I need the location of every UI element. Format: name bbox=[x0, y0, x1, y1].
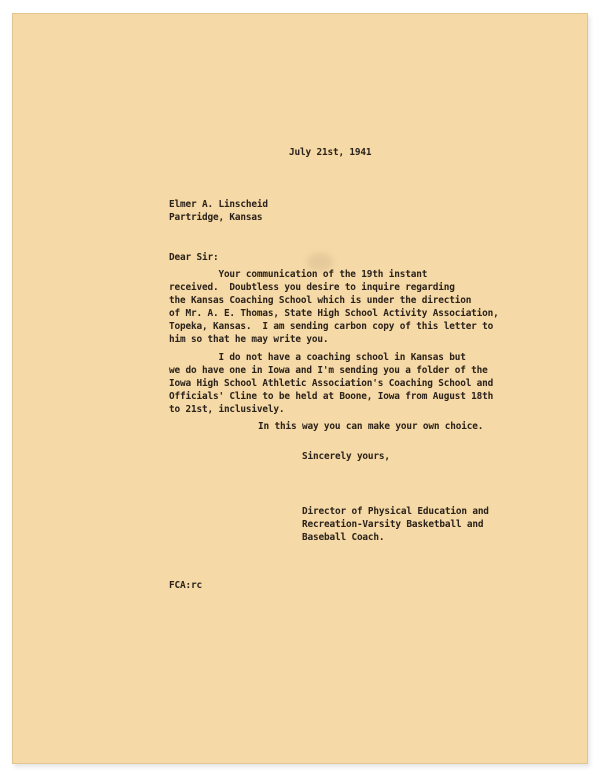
recipient-address: Partridge, Kansas bbox=[169, 212, 263, 223]
paragraph-1-line: the Kansas Coaching School which is under the direction bbox=[169, 295, 472, 306]
paragraph-3: In this way you can make your own choice. bbox=[258, 421, 484, 432]
paragraph-1-line: Your communication of the 19th instant bbox=[169, 269, 428, 280]
signature-title-line: Director of Physical Education and bbox=[302, 506, 489, 517]
signature-title-line: Baseball Coach. bbox=[302, 532, 385, 543]
letter-paper bbox=[12, 13, 588, 764]
paragraph-1-line: him so that he may write you. bbox=[169, 334, 329, 345]
paragraph-1-line: of Mr. A. E. Thomas, State High School Activity Association, bbox=[169, 308, 499, 319]
closing: Sincerely yours, bbox=[302, 451, 390, 462]
paragraph-2-line: I do not have a coaching school in Kansas but bbox=[169, 352, 466, 363]
typist-initials: FCA:rc bbox=[169, 580, 202, 591]
salutation: Dear Sir: bbox=[169, 252, 219, 263]
paragraph-2-line: to 21st, inclusively. bbox=[169, 404, 285, 415]
paragraph-2-line: we do have one in Iowa and I'm sending you a folder of the bbox=[169, 365, 488, 376]
paragraph-2-line: Iowa High School Athletic Association's Coaching School and bbox=[169, 378, 494, 389]
recipient-name: Elmer A. Linscheid bbox=[169, 199, 268, 210]
letter-date: July 21st, 1941 bbox=[289, 147, 372, 158]
paragraph-2-line: Officials' Cline to be held at Boone, Iowa from August 18th bbox=[169, 391, 494, 402]
signature-title-line: Recreation-Varsity Basketball and bbox=[302, 519, 484, 530]
paragraph-1-line: Topeka, Kansas. I am sending carbon copy of this letter to bbox=[169, 321, 494, 332]
paragraph-1-line: received. Doubtless you desire to inquire regarding bbox=[169, 282, 455, 293]
